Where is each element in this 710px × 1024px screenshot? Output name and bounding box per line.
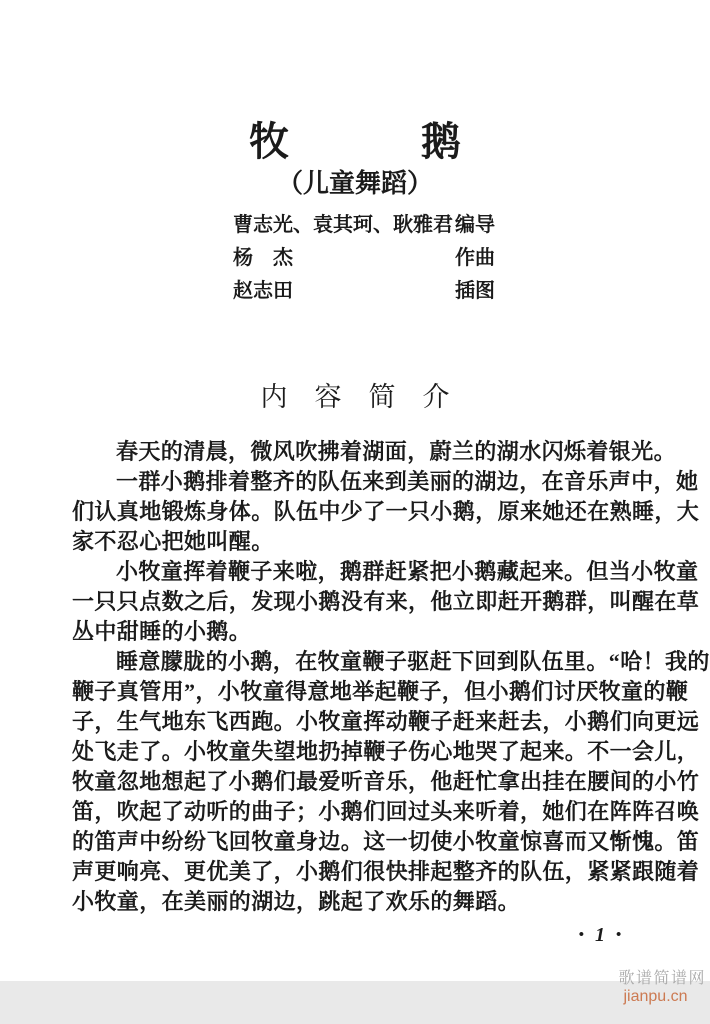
synopsis-line: 子，生气地东飞西跑。小牧童挥动鞭子赶来赶去，小鹅们向更远 [72, 709, 700, 734]
synopsis-line: 们认真地锻炼身体。队伍中少了一只小鹅，原来她还在熟睡，大 [72, 499, 700, 524]
synopsis-line: 一群小鹅排着整齐的队伍来到美丽的湖边，在音乐声中，她 [116, 469, 699, 494]
piece-title: 牧鹅 [249, 119, 593, 164]
synopsis-line: 处飞走了。小牧童失望地扔掉鞭子伤心地哭了起来。不一会儿， [72, 739, 700, 764]
synopsis-line: 睡意朦胧的小鹅，在牧童鞭子驱赶下回到队伍里。“哈！我的 [116, 649, 710, 674]
watermark [601, 947, 706, 1024]
credit-names: 杨 杰 [233, 247, 293, 269]
credit-role: 作曲 [455, 247, 495, 269]
synopsis-line: 春天的清晨，微风吹拂着湖面，蔚兰的湖水闪烁着银光。 [116, 439, 677, 464]
synopsis-line: 家不忍心把她叫醒。 [72, 529, 274, 554]
credit-names: 赵志田 [233, 280, 293, 302]
synopsis-line: 小牧童挥着鞭子来啦，鹅群赶紧把小鹅藏起来。但当小牧童 [116, 559, 699, 584]
synopsis-line: 丛中甜睡的小鹅。 [72, 619, 252, 644]
page-number-value: 1 [595, 924, 605, 946]
page-number [558, 924, 642, 947]
synopsis-line: 一只只点数之后，发现小鹅没有来，他立即赶开鹅群，叫醒在草 [72, 589, 700, 614]
synopsis-line: 鞭子真管用”，小牧童得意地举起鞭子，但小鹅们讨厌牧童的鞭 [72, 679, 689, 704]
section-heading: 内容简介 [260, 382, 477, 412]
synopsis-line: 声更响亮、更优美了，小鹅们很快排起整齐的队伍，紧紧跟随着 [72, 859, 700, 884]
credit-row [233, 209, 495, 242]
credits-block [233, 209, 495, 308]
credit-row [233, 242, 495, 275]
watermark-site-name: 歌谱简谱网 [618, 970, 706, 987]
credit-row [233, 275, 495, 308]
credit-role: 编导 [455, 214, 495, 236]
synopsis-line: 牧童忽地想起了小鹅们最爱听音乐，他赶忙拿出挂在腰间的小竹 [72, 769, 700, 794]
synopsis-line: 的笛声中纷纷飞回牧童身边。这一切使小牧童惊喜而又惭愧。笛 [72, 829, 700, 854]
synopsis-line: 笛，吹起了动听的曲子；小鹅们回过头来听着，她们在阵阵召唤 [72, 799, 700, 824]
synopsis-line: 小牧童，在美丽的湖边，跳起了欢乐的舞蹈。 [72, 889, 521, 914]
page-number-bullet-right: • [616, 927, 622, 943]
piece-subtitle: （儿童舞蹈） [276, 169, 433, 198]
credit-role: 插图 [455, 280, 495, 302]
synopsis-text [72, 437, 710, 917]
page-number-bullet-left: • [578, 927, 584, 943]
watermark-domain: jianpu.cn [623, 988, 688, 1005]
credit-names: 曹志光、袁其珂、耿雅君 [233, 214, 453, 236]
